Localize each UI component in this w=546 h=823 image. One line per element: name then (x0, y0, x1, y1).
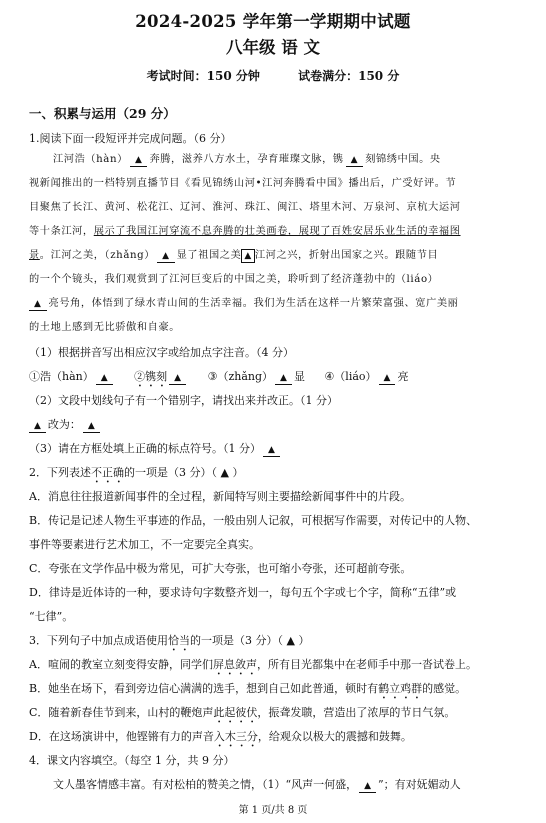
idiom: 鹤立鸡群 (378, 682, 423, 695)
q3-option-c (29, 705, 517, 726)
page-footer: 第 1 页/共 8 页 (238, 805, 308, 816)
answer-blank: ▲ (96, 372, 113, 385)
text-span: 等十条江河， (29, 226, 94, 237)
emphasis-text: 不正确 (91, 466, 124, 479)
q1-sub2: （2）文段中划线句子有一个错别字，请找出来并改正。（1 分） (29, 394, 338, 407)
q2-option-d-cont: “七律”。 (29, 610, 74, 623)
text-span: 的一项是（3 分）（ ▲ ） (124, 466, 244, 479)
q1-sub1-options (29, 369, 517, 390)
q1-passage-line-7 (29, 296, 517, 312)
answer-blank: ▲ (275, 372, 292, 385)
text-span: 的感觉。 (422, 682, 467, 695)
underlined-sentence: 景 (29, 250, 40, 261)
q2-option-c: C．夸张在文学作品中极为常见，可扩大夸张，也可缩小夸张，还可超前夸张。 (29, 562, 412, 575)
exam-meta (0, 67, 546, 84)
q3-option-a (29, 657, 517, 678)
answer-blank: ▲ (263, 444, 280, 457)
text-span: 江河浩（hàn） (53, 154, 128, 165)
q1-sub1: （1）根据拼音写出相应汉字或给加点字注音。（4 分） (29, 346, 294, 359)
answer-blank: ▲ (359, 780, 376, 793)
text-span: （3）请在方框处填上正确的标点符号。（1 分） (29, 442, 261, 455)
text-span: 。江河之美，（zhǎng） (39, 250, 156, 261)
text-span: A．喧闹的教室立刻变得安静，同学们 (29, 658, 213, 671)
answer-blank: ▲ (29, 298, 47, 311)
q2-stem (29, 465, 517, 486)
q2-option-b-cont: 事件等要素进行艺术加工，不一定要完全真实。 (29, 538, 260, 551)
option-text: 亮 (397, 370, 409, 383)
q1-passage-line-1 (53, 152, 517, 168)
q1-sub3 (29, 441, 517, 457)
q2-option-d: D．律诗是近体诗的一种，要求诗句字数整齐划一，每句五个字或七个字，简称“五律”或 (29, 586, 457, 599)
text-span: ”；有对妩媚动人 (378, 778, 461, 791)
option-text: ②镌刻 (134, 370, 168, 383)
option-text: ③（zhǎng） (207, 370, 274, 383)
option-text: 显 (293, 370, 305, 383)
text-span: 3．下列句子中加点成语使用 (29, 634, 168, 647)
idiom: 此起彼伏 (213, 706, 258, 719)
emphasis-text: 恰当 (168, 634, 190, 647)
q3-option-d (29, 729, 517, 750)
q1-passage-line-3: 目聚焦了长江、黄河、松花江、辽河、淮河、珠江、闽江、塔里木河、万泉河、京杭大运河 (29, 202, 461, 213)
text-span: ，所有目光都集中在老师手中那一沓试卷上。 (256, 658, 477, 671)
q1-passage-line-8: 的土地上感到无比骄傲和自豪。 (29, 322, 181, 333)
text-span: 改为： (47, 418, 81, 431)
underlined-sentence: 展示了我国江河穿流不息奔腾的壮美画卷，展现了百姓安居乐业生活的幸福图 (93, 226, 461, 237)
answer-blank: ▲ (157, 250, 175, 263)
text-span: 2．下列表述 (29, 466, 91, 479)
punctuation-box: ▲ (241, 249, 255, 263)
q1-sub2-answer (29, 417, 517, 433)
q1-passage-line-6: 的一个个镜头，我们观赏到了江河巨变后的中国之美，聆听到了经济蓬勃中的（liáo） (29, 274, 439, 285)
text-span: B．她坐在场下，看到旁边信心满满的选手，想到自己如此普通，顿时有 (29, 682, 379, 695)
idiom: 入木三分 (213, 730, 258, 743)
text-span: 的一项是（3 分）（ ▲ ） (190, 634, 310, 647)
text-span: 显了祖国之美 (176, 250, 242, 261)
answer-blank: ▲ (346, 154, 364, 167)
q1-stem: 1.阅读下面一段短评并完成问题。（6 分） (29, 132, 232, 145)
text-span: C．随着新春佳节到来，山村的鞭炮声 (29, 706, 214, 719)
text-span: 亮号角，体悟到了绿水青山间的生活幸福。我们为生活在这样一片繁荣富强、宽广美丽 (48, 298, 459, 309)
q3-stem (29, 633, 517, 654)
text-span: D．在这场演讲中，他铿锵有力的声音 (29, 730, 214, 743)
q1-passage-line-5 (29, 248, 517, 264)
text-span: 江河之兴，折射出国家之兴。跟随节目 (254, 250, 439, 261)
answer-blank: ▲ (83, 420, 100, 433)
q4-stem: 4．课文内容填空。（每空 1 分，共 9 分） (29, 754, 235, 767)
answer-blank: ▲ (169, 372, 186, 385)
text-span: 奔腾，滋养八方水土，孕育璀璨文脉，镌 (149, 154, 344, 165)
exam-title: 2024-2025 学年第一学期期中试题 (135, 12, 411, 31)
full-score: 试卷满分：150 分 (298, 69, 400, 83)
exam-subtitle: 八年级 语 文 (226, 38, 320, 57)
exam-time: 考试时间：150 分钟 (146, 69, 260, 83)
q3-option-b (29, 681, 517, 702)
idiom: 屏息敛声 (212, 658, 257, 671)
text-span: ，振聋发聩，营造出了浓厚的节日气氛。 (257, 706, 456, 719)
text-span: 文人墨客情感丰富。有对松柏的赞美之情，（1）“风声一何盛， (53, 778, 358, 791)
q1-passage-line-2: 视新闻推出的一档特别直播节目《看见锦绣山河•江河奔腾看中国》播出后，广受好评。节 (29, 178, 457, 189)
answer-blank: ▲ (29, 420, 46, 433)
text-span: 刻锦绣中国。央 (365, 154, 441, 165)
q1-passage-line-4 (29, 224, 517, 240)
q2-option-b: B．传记是记述人物生平事迹的作品，一般由别人记叙，可根据写作需要，对传记中的人物、 (29, 514, 478, 527)
option-text: ①浩（hàn） (29, 370, 94, 383)
section-heading: 一、积累与运用（29 分） (29, 106, 176, 121)
answer-blank: ▲ (130, 154, 148, 167)
option-text: ④（liáo） (324, 370, 377, 383)
text-span: ，给观众以极大的震撼和鼓舞。 (257, 730, 412, 743)
answer-blank: ▲ (379, 372, 396, 385)
q2-option-a: A．消息往往报道新闻事件的全过程，新闻特写则主要描绘新闻事件中的片段。 (29, 490, 411, 503)
q4-line-1 (53, 777, 517, 793)
